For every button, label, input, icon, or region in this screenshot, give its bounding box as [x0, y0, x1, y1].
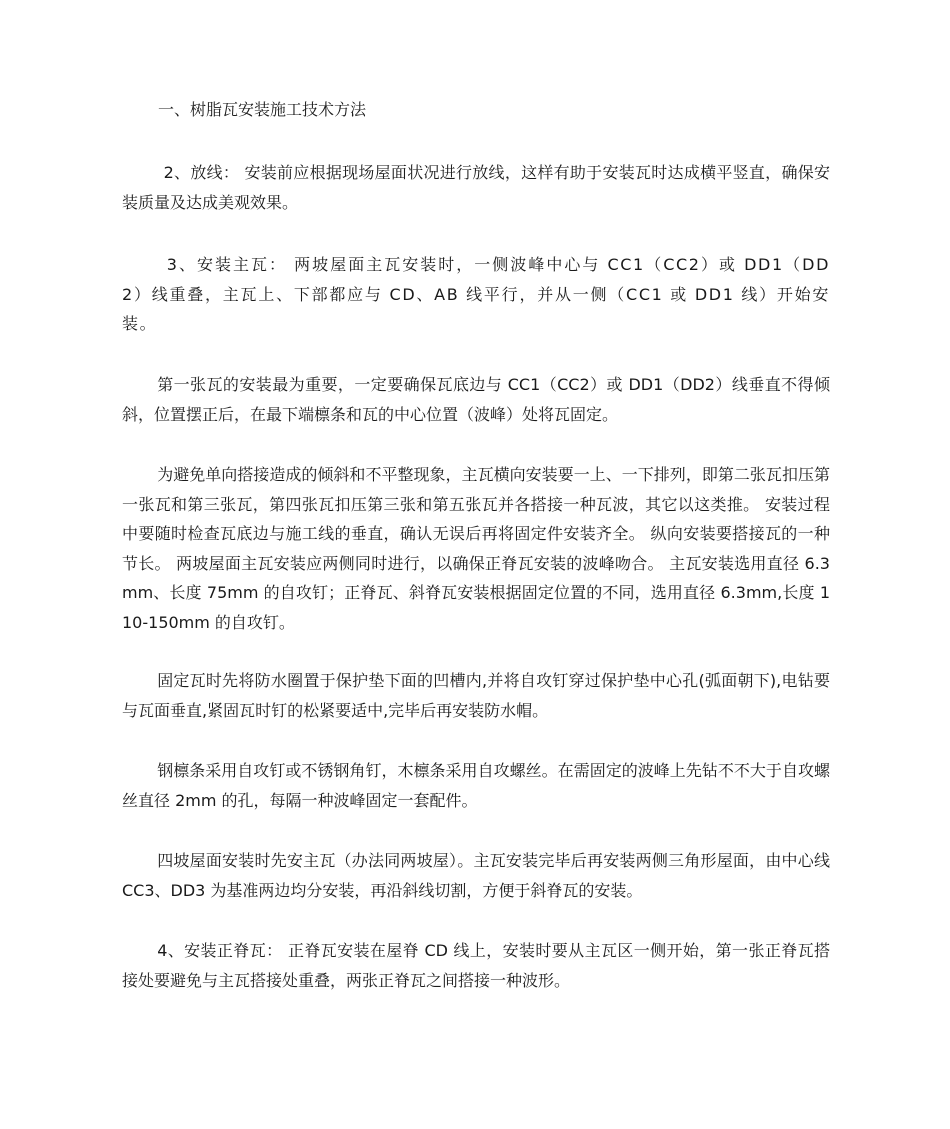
paragraph-ridge-tiles: 4、安装正脊瓦： 正脊瓦安装在屋脊 CD 线上，安装时要从主瓦区一侧开始，第一张正脊瓦搭接处要避免与主瓦搭接处重叠，两张正脊瓦之间搭接一种波形。 — [122, 941, 830, 990]
paragraph-purlin-fasteners: 钢檩条采用自攻钉或不锈钢角钉，木檩条采用自攻螺丝。在需固定的波峰上先钻不不大于自攻螺丝直径 2mm 的孔，每隔一种波峰固定一套配件。 — [122, 761, 830, 810]
paragraph-install-main-tiles: 3、安装主瓦： 两坡屋面主瓦安装时，一侧波峰中心与 CC1（CC2）或 DD1（DD2）线重叠，主瓦上、下部都应与 CD、AB 线平行，并从一侧（CC1 或 DD1 线）开始安装。 — [122, 255, 830, 333]
paragraph-fixing-tiles: 固定瓦时先将防水圈置于保护垫下面的凹槽内,并将自攻钉穿过保护垫中心孔(弧面朝下),电钻要与瓦面垂直,紧固瓦时钉的松紧要适中,完毕后再安装防水帽。 — [122, 671, 830, 720]
paragraph-hip-roof: 四坡屋面安装时先安主瓦（办法同两坡屋）。主瓦安装完毕后再安装两侧三角形屋面，由中心线 CC3、DD3 为基准两边均分安装，再沿斜线切割，方便于斜脊瓦的安装。 — [122, 851, 830, 900]
paragraph-overlap-method: 为避免单向搭接造成的倾斜和不平整现象，主瓦横向安装要一上、一下排列，即第二张瓦扣压第一张瓦和第三张瓦，第四张瓦扣压第三张和第五张瓦并各搭接一种瓦波，其它以这类推。 安装过程中要随时检查瓦底边与施工线的垂直，确认无误后再将固定件安装齐全。 纵向安装要搭接瓦的一种节长。 两坡屋面主瓦安装应两侧同时进行，以确保正脊瓦安装的波峰吻合。 主瓦安装选用直径 6.3mm、长度 75mm 的自攻钉；正脊瓦、斜脊瓦安装根据固定位置的不同，选用直径 6.3mm,长度 110-150mm 的自攻钉。 — [122, 465, 830, 632]
paragraph-first-tile: 第一张瓦的安装最为重要，一定要确保瓦底边与 CC1（CC2）或 DD1（DD2）线垂直不得倾斜，位置摆正后，在最下端檩条和瓦的中心位置（波峰）处将瓦固定。 — [122, 375, 830, 424]
paragraph-layout-lines: 2、放线： 安装前应根据现场屋面状况进行放线，这样有助于安装瓦时达成横平竖直，确保安装质量及达成美观效果。 — [122, 163, 830, 212]
section-heading: 一、树脂瓦安装施工技术方法 — [158, 100, 367, 119]
